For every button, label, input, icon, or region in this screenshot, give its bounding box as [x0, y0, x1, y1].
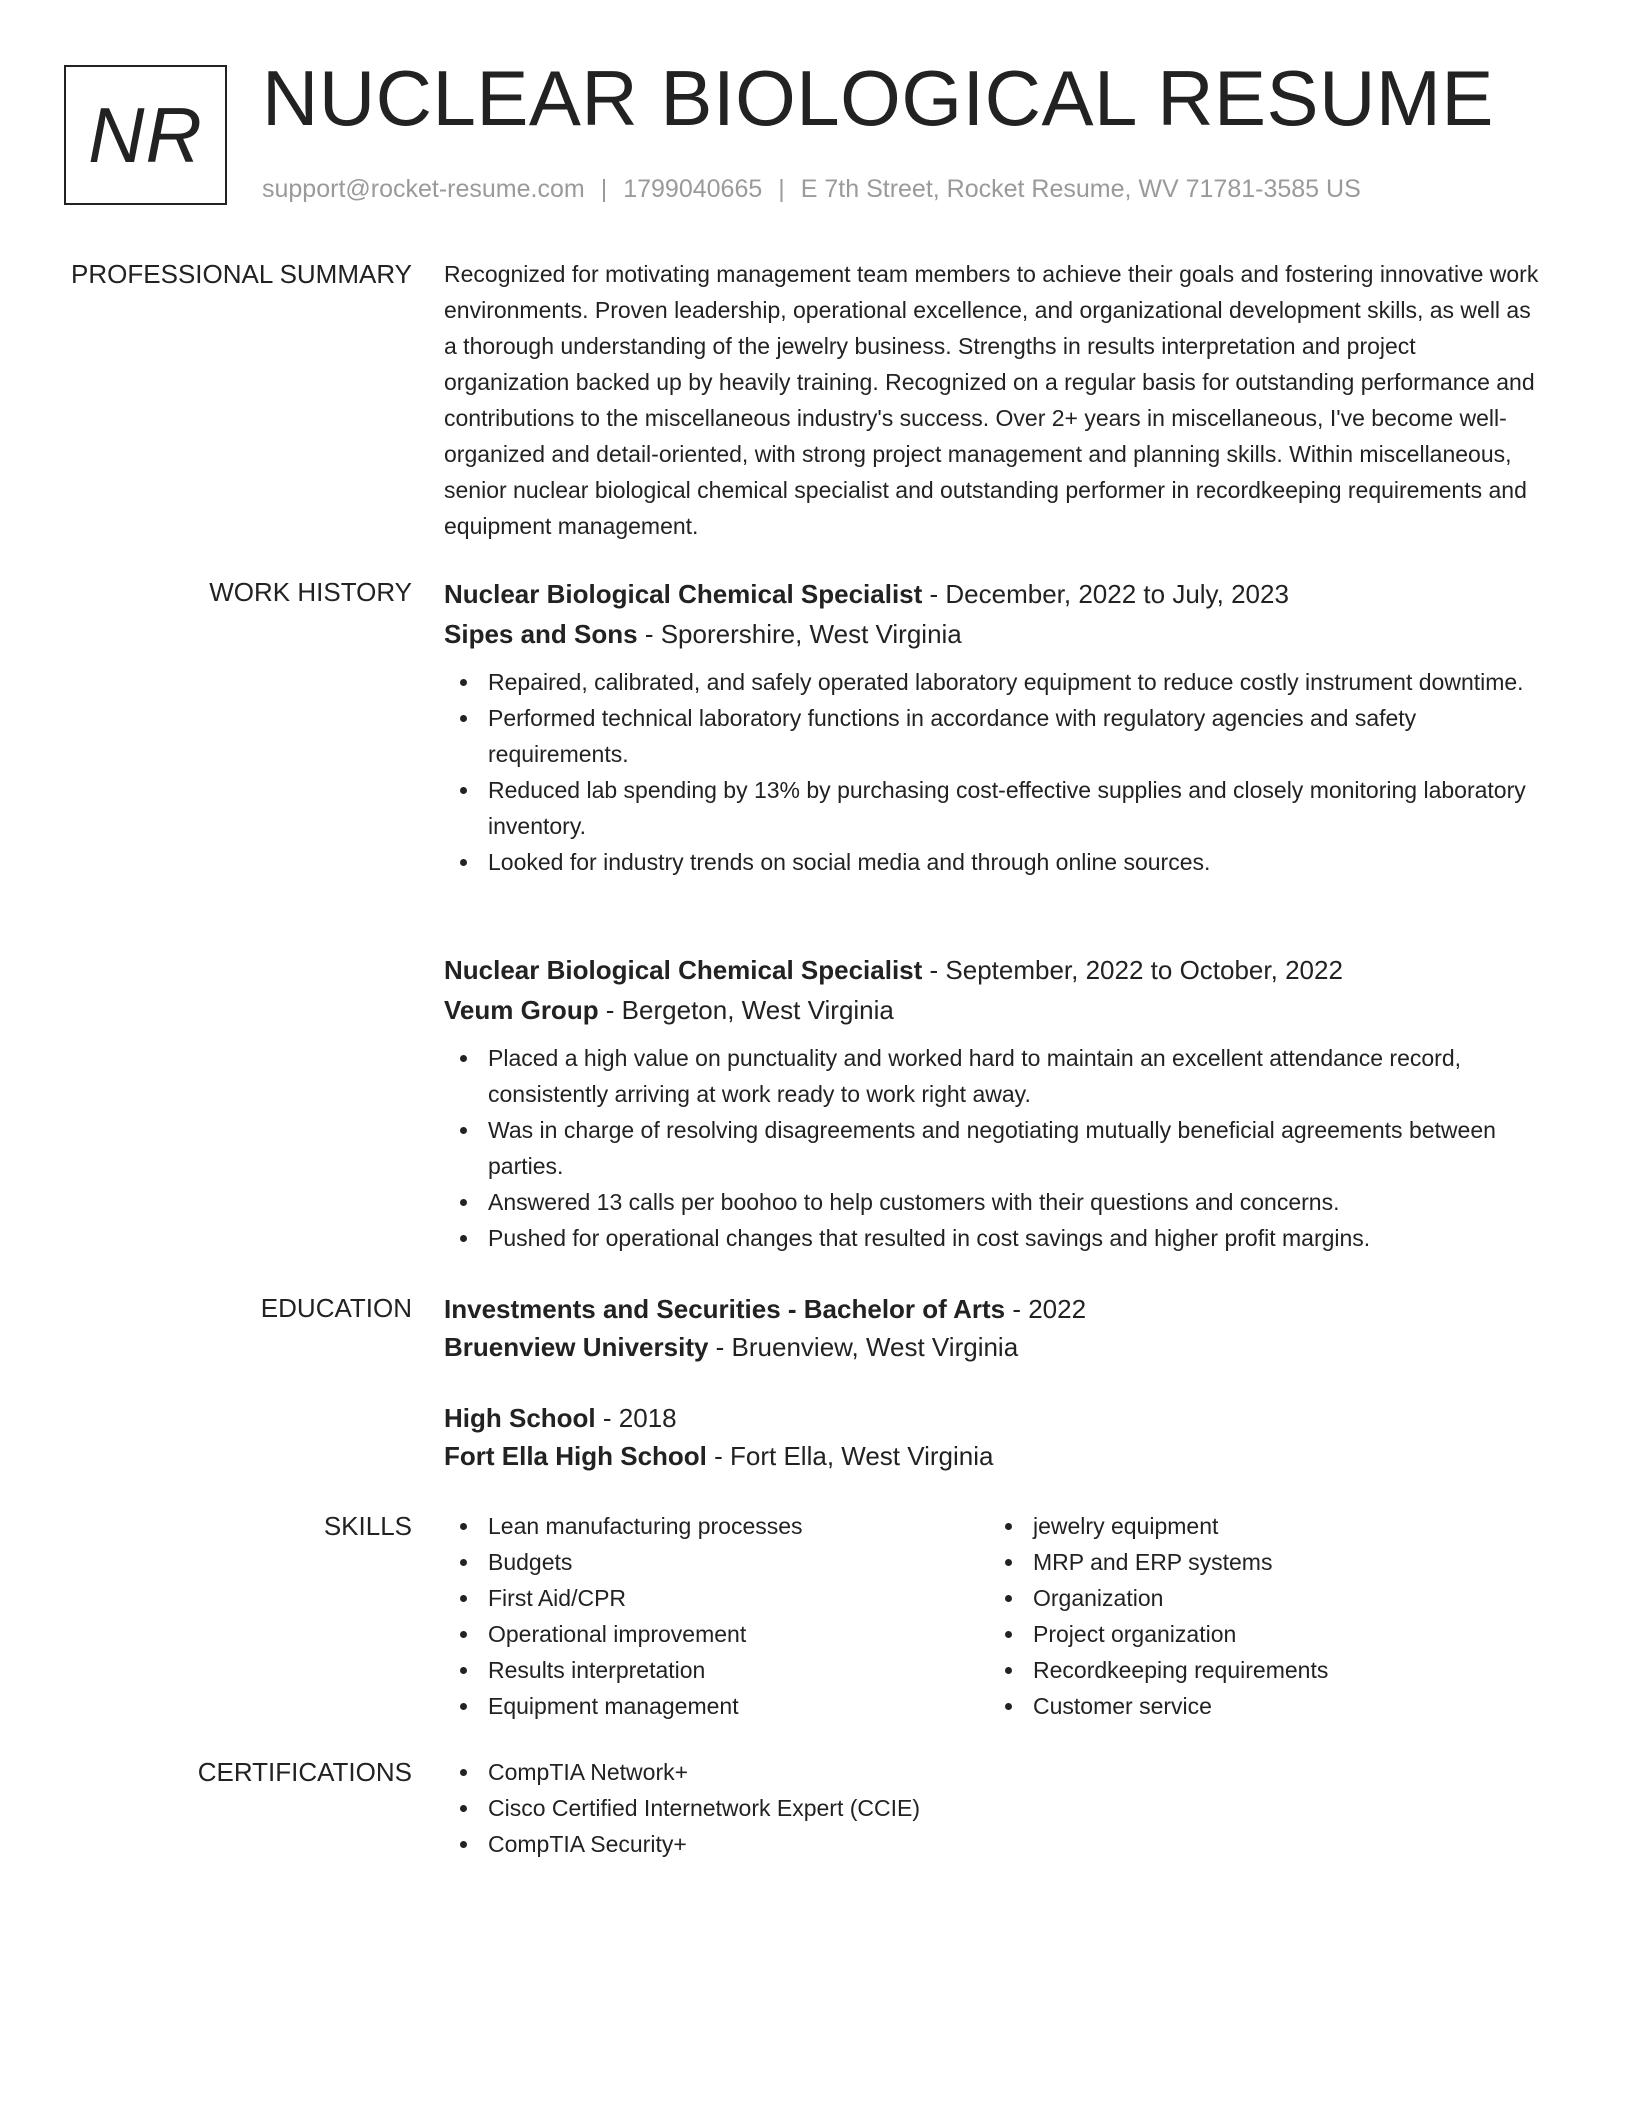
job-title: Nuclear Biological Chemical Specialist [444, 579, 923, 609]
skills-heading: SKILLS [323, 1511, 412, 1541]
list-item: Recordkeeping requirements [989, 1652, 1529, 1688]
education-year: - 2018 [595, 1403, 677, 1433]
list-item: First Aid/CPR [444, 1580, 984, 1616]
job-dates: - December, 2022 to July, 2023 [922, 579, 1289, 609]
job-location: - Sporershire, West Virginia [637, 619, 962, 649]
job-entry [444, 574, 1544, 880]
education-school-line [444, 1328, 1544, 1366]
list-item: Organization [989, 1580, 1529, 1616]
summary-text: Recognized for motivating management team members to achieve their goals and fostering innovative work environments. Proven leadership, operational excellence, and organizational development skills, as well as a thorough understanding of the jewelry business. Strengths in results interpretation and project organization backed up by heavily training. Recognized on a regular basis for outstanding performance and contributions to the miscellaneous industry's success. Over 2+ years in miscellaneous, I've become well-organized and detail-oriented, with strong project management and planning skills. Within miscellaneous, senior nuclear biological chemical specialist and outstanding performer in recordkeeping requirements and equipment management. [444, 261, 1539, 539]
list-item: Results interpretation [444, 1652, 984, 1688]
list-item: Cisco Certified Internetwork Expert (CCIE) [444, 1790, 1544, 1826]
list-item: Customer service [989, 1688, 1529, 1724]
education-degree-line [444, 1290, 1544, 1328]
education-entry [444, 1290, 1544, 1366]
education-school: Bruenview University [444, 1332, 709, 1362]
list-item: Equipment management [444, 1688, 984, 1724]
list-item: Lean manufacturing processes [444, 1508, 984, 1544]
education-degree: High School [444, 1403, 596, 1433]
education-location: - Fort Ella, West Virginia [706, 1441, 994, 1471]
list-item: jewelry equipment [989, 1508, 1529, 1544]
contact-email[interactable]: support@rocket-resume.com [262, 175, 585, 203]
job-company: Veum Group [444, 995, 599, 1025]
job-entry [444, 950, 1544, 1256]
education-heading: EDUCATION [260, 1293, 412, 1323]
list-item: CompTIA Security+ [444, 1826, 1544, 1862]
skills-list [444, 1508, 984, 1724]
contact-phone[interactable]: 1799040665 [623, 175, 763, 203]
certifications-heading: CERTIFICATIONS [197, 1757, 412, 1787]
list-item: Answered 13 calls per boohoo to help customers with their questions and concerns. [444, 1184, 1544, 1220]
list-item: Was in charge of resolving disagreements and negotiating mutually beneficial agreements between parties. [444, 1112, 1544, 1184]
contact-address: E 7th Street, Rocket Resume, WV 71781-3585 US [800, 175, 1361, 203]
list-item: Project organization [989, 1616, 1529, 1652]
list-item: Reduced lab spending by 13% by purchasing cost-effective supplies and closely monitoring laboratory inventory. [444, 772, 1544, 844]
job-title: Nuclear Biological Chemical Specialist [444, 955, 923, 985]
list-item: CompTIA Network+ [444, 1754, 1544, 1790]
education-year: - 2022 [1005, 1294, 1087, 1324]
list-item: Operational improvement [444, 1616, 984, 1652]
list-item: Looked for industry trends on social media and through online sources. [444, 844, 1544, 880]
education-degree: Investments and Securities - Bachelor of Arts [444, 1294, 1006, 1324]
list-item: MRP and ERP systems [989, 1544, 1529, 1580]
education-school: Fort Ella High School [444, 1441, 707, 1471]
job-dates: - September, 2022 to October, 2022 [922, 955, 1343, 985]
summary-heading: PROFESSIONAL SUMMARY [71, 259, 412, 289]
job-location: - Bergeton, West Virginia [598, 995, 894, 1025]
skills-column-right [989, 1508, 1529, 1724]
list-item: Budgets [444, 1544, 984, 1580]
job-title-line [444, 574, 1544, 614]
education-location: - Bruenview, West Virginia [708, 1332, 1019, 1362]
job-company: Sipes and Sons [444, 619, 638, 649]
job-company-line [444, 614, 1544, 654]
job-duties-list [444, 1040, 1544, 1256]
work-history-heading: WORK HISTORY [209, 577, 412, 607]
list-item: Repaired, calibrated, and safely operated laboratory equipment to reduce costly instrument downtime. [444, 664, 1544, 700]
job-company-line [444, 990, 1544, 1030]
job-duties-list [444, 664, 1544, 880]
skills-list [989, 1508, 1529, 1724]
initials-monogram: NR [64, 65, 227, 205]
education-school-line [444, 1437, 1544, 1475]
list-item: Performed technical laboratory functions in accordance with regulatory agencies and safety requirements. [444, 700, 1544, 772]
job-title-line [444, 950, 1544, 990]
contact-separator: | [778, 175, 785, 203]
list-item: Pushed for operational changes that resulted in cost savings and higher profit margins. [444, 1220, 1544, 1256]
contact-line [262, 175, 1361, 204]
education-entry [444, 1399, 1544, 1475]
skills-column-left [444, 1508, 984, 1724]
list-item: Placed a high value on punctuality and worked hard to maintain an excellent attendance record, consistently arriving at work ready to work right away. [444, 1040, 1544, 1112]
certifications-list [444, 1754, 1544, 1862]
resume-title: NUCLEAR BIOLOGICAL RESUME [262, 54, 1494, 142]
contact-separator: | [600, 175, 608, 203]
education-degree-line [444, 1399, 1544, 1437]
